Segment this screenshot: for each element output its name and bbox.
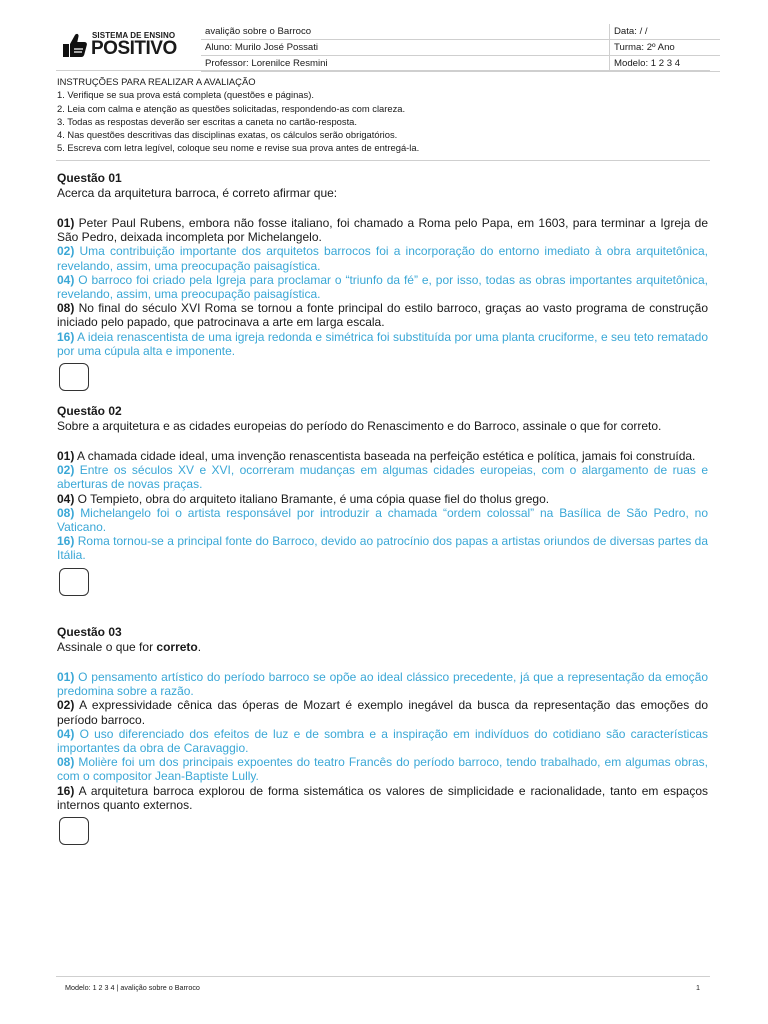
option-text: Molière foi um dos principais expoentes do teatro Francês do período barroco, tendo trabalhado, em algumas obras, com o compositor Jean-Baptiste Lully. <box>57 755 708 784</box>
option-item <box>57 463 708 491</box>
question-02 <box>57 404 708 596</box>
option-number: 01) <box>57 670 75 684</box>
header-cell-left: Aluno: Murilo José Possati <box>201 40 610 56</box>
page-number: 1 <box>696 983 700 992</box>
option-item <box>57 330 708 358</box>
page-footer <box>56 976 710 992</box>
option-number: 02) <box>57 698 75 713</box>
instruction-item: 1. Verifique se sua prova está completa (questões e páginas). <box>57 89 314 101</box>
logo-subtitle: SISTEMA DE ENSINO <box>92 31 176 40</box>
instruction-item: 5. Escreva com letra legível, coloque seu nome e revise sua prova antes de entregá-la. <box>57 142 420 154</box>
option-item <box>57 534 708 562</box>
option-text: A chamada cidade ideal, uma invenção renascentista baseada na perfeição estética e política, jamais foi construída. <box>74 449 696 463</box>
question-title: Questão 01 <box>57 171 122 185</box>
option-number: 08) <box>57 301 75 316</box>
question-statement <box>57 640 708 655</box>
question-statement: Sobre a arquitetura e as cidades europeias do período do Renascimento e do Barroco, assinale o que for correto. <box>57 419 662 433</box>
option-item <box>57 506 708 534</box>
question-title: Questão 03 <box>57 625 122 639</box>
option-number: 02) <box>57 244 75 259</box>
option-number: 01) <box>57 449 75 463</box>
logo-title: POSITIVO <box>91 38 177 59</box>
option-list <box>57 216 708 358</box>
option-item <box>57 727 708 755</box>
option-text: Uma contribuição importante dos arquitetos barrocos foi a incorporação do entorno imediato à obra arquitetônica, revelando, assim, uma preocupação paisagística. <box>57 244 708 273</box>
option-item <box>57 670 708 698</box>
option-text: O barroco foi criado pela Igreja para proclamar o “triunfo da fé” e, por isso, todas as obras importantes arquitetônica, revelando, assim, uma preocupação paisagística. <box>57 272 708 302</box>
option-item <box>57 784 708 812</box>
option-text: Peter Paul Rubens, embora não fosse italiano, foi chamado a Roma pelo Papa, em 1603, para terminar a Igreja de São Pedro, deixada incompleta por Michelangelo. <box>57 216 708 245</box>
option-text: A ideia renascentista de uma igreja redonda e simétrica foi substituída por uma planta cruciforme, e seu teto rematado por uma cúpula alta e imponente. <box>57 329 708 358</box>
option-item <box>57 698 708 726</box>
option-number: 04) <box>57 491 75 506</box>
option-item <box>57 301 708 329</box>
option-item <box>57 273 708 301</box>
header-divider <box>56 70 710 71</box>
header-cell-left: avalição sobre o Barroco <box>201 24 610 40</box>
question-statement: Acerca da arquitetura barroca, é correto afirmar que: <box>57 186 338 200</box>
option-list <box>57 449 708 563</box>
option-text: A arquitetura barroca explorou de forma sistemática os valores de simplicidade e racionalidade, tanto em espaços internos quanto externos. <box>57 783 708 812</box>
option-item <box>57 449 708 463</box>
header-cell-right: Modelo: 1 2 3 4 <box>610 56 721 72</box>
option-number: 02) <box>57 463 75 478</box>
option-number: 04) <box>57 726 75 741</box>
instruction-item: 2. Leia com calma e atenção as questões solicitadas, respondendo-as com clareza. <box>57 102 406 114</box>
option-text: Entre os séculos XV e XVI, ocorreram mudanças em algumas cidades europeias, com o alargamento de ruas e aberturas de novas praças. <box>57 463 708 492</box>
statement-text-end: . <box>197 640 202 654</box>
option-text: O Tempieto, obra do arquiteto italiano Bramante, é uma cópia quase fiel do tholus grego. <box>74 491 550 506</box>
option-text: O uso diferenciado dos efeitos de luz e de sombra e a inspiração em indivíduos do cotidiano são características importantes da obra de Caravaggio. <box>57 726 708 756</box>
option-list <box>57 670 708 812</box>
option-number: 04) <box>57 272 75 287</box>
answer-box[interactable] <box>59 568 89 596</box>
header-row <box>201 40 720 56</box>
option-item <box>57 755 708 783</box>
header-row <box>201 24 720 40</box>
header-cell-left: Professor: Lorenilce Resmini <box>201 56 610 72</box>
sistema-positivo-logo <box>60 28 175 62</box>
statement-text: Assinale o que for <box>57 640 157 654</box>
option-text: A expressividade cênica das óperas de Mozart é exemplo inegável da busca da representação das emoções do período barroco. <box>57 698 708 727</box>
answer-box[interactable] <box>59 363 89 391</box>
option-number: 08) <box>57 505 75 520</box>
header-cell-right: Turma: 2º Ano <box>610 40 721 56</box>
footer-label: Modelo: 1 2 3 4 | avalição sobre o Barroco <box>65 983 200 992</box>
instruction-item: 3. Todas as respostas deverão ser escritas a caneta no cartão-resposta. <box>57 115 357 127</box>
thumbs-up-logo-icon <box>60 30 90 60</box>
answer-box[interactable] <box>59 817 89 845</box>
instructions-title: INSTRUÇÕES PARA REALIZAR A AVALIAÇÃO <box>57 76 256 87</box>
question-01 <box>57 171 708 391</box>
option-text: O pensamento artístico do período barroco se opõe ao ideal clássico precedente, já que a representação da emoção predomina sobre a razão. <box>57 670 708 699</box>
instructions-block <box>57 75 713 155</box>
option-item <box>57 216 708 244</box>
question-title: Questão 02 <box>57 404 122 418</box>
option-text: No final do século XVI Roma se tornou a fonte principal do estilo barroco, graças ao vasto programa de construção iniciado pelo papado, que patrocinava a arte em larga escala. <box>57 301 708 330</box>
header-cell-right: Data: / / <box>610 24 721 40</box>
option-text: Roma tornou-se a principal fonte do Barroco, devido ao patrocínio dos papas a artistas oriundos de diversas partes da Itália. <box>57 534 708 563</box>
option-number: 01) <box>57 216 75 230</box>
instructions-divider <box>56 160 710 161</box>
exam-header-table <box>201 24 720 72</box>
statement-emphasis: correto <box>156 640 198 654</box>
instruction-item: 4. Nas questões descritivas das disciplinas exatas, os cálculos serão obrigatórios. <box>57 129 398 141</box>
option-number: 16) <box>57 329 75 344</box>
option-item <box>57 244 708 272</box>
option-item <box>57 492 708 506</box>
question-03 <box>57 625 708 845</box>
option-number: 16) <box>57 534 75 549</box>
option-text: Michelangelo foi o artista responsável por introduzir a chamada “ordem colossal” na Basílica de São Pedro, no Vaticano. <box>57 505 708 535</box>
option-number: 08) <box>57 755 75 770</box>
option-number: 16) <box>57 783 75 798</box>
